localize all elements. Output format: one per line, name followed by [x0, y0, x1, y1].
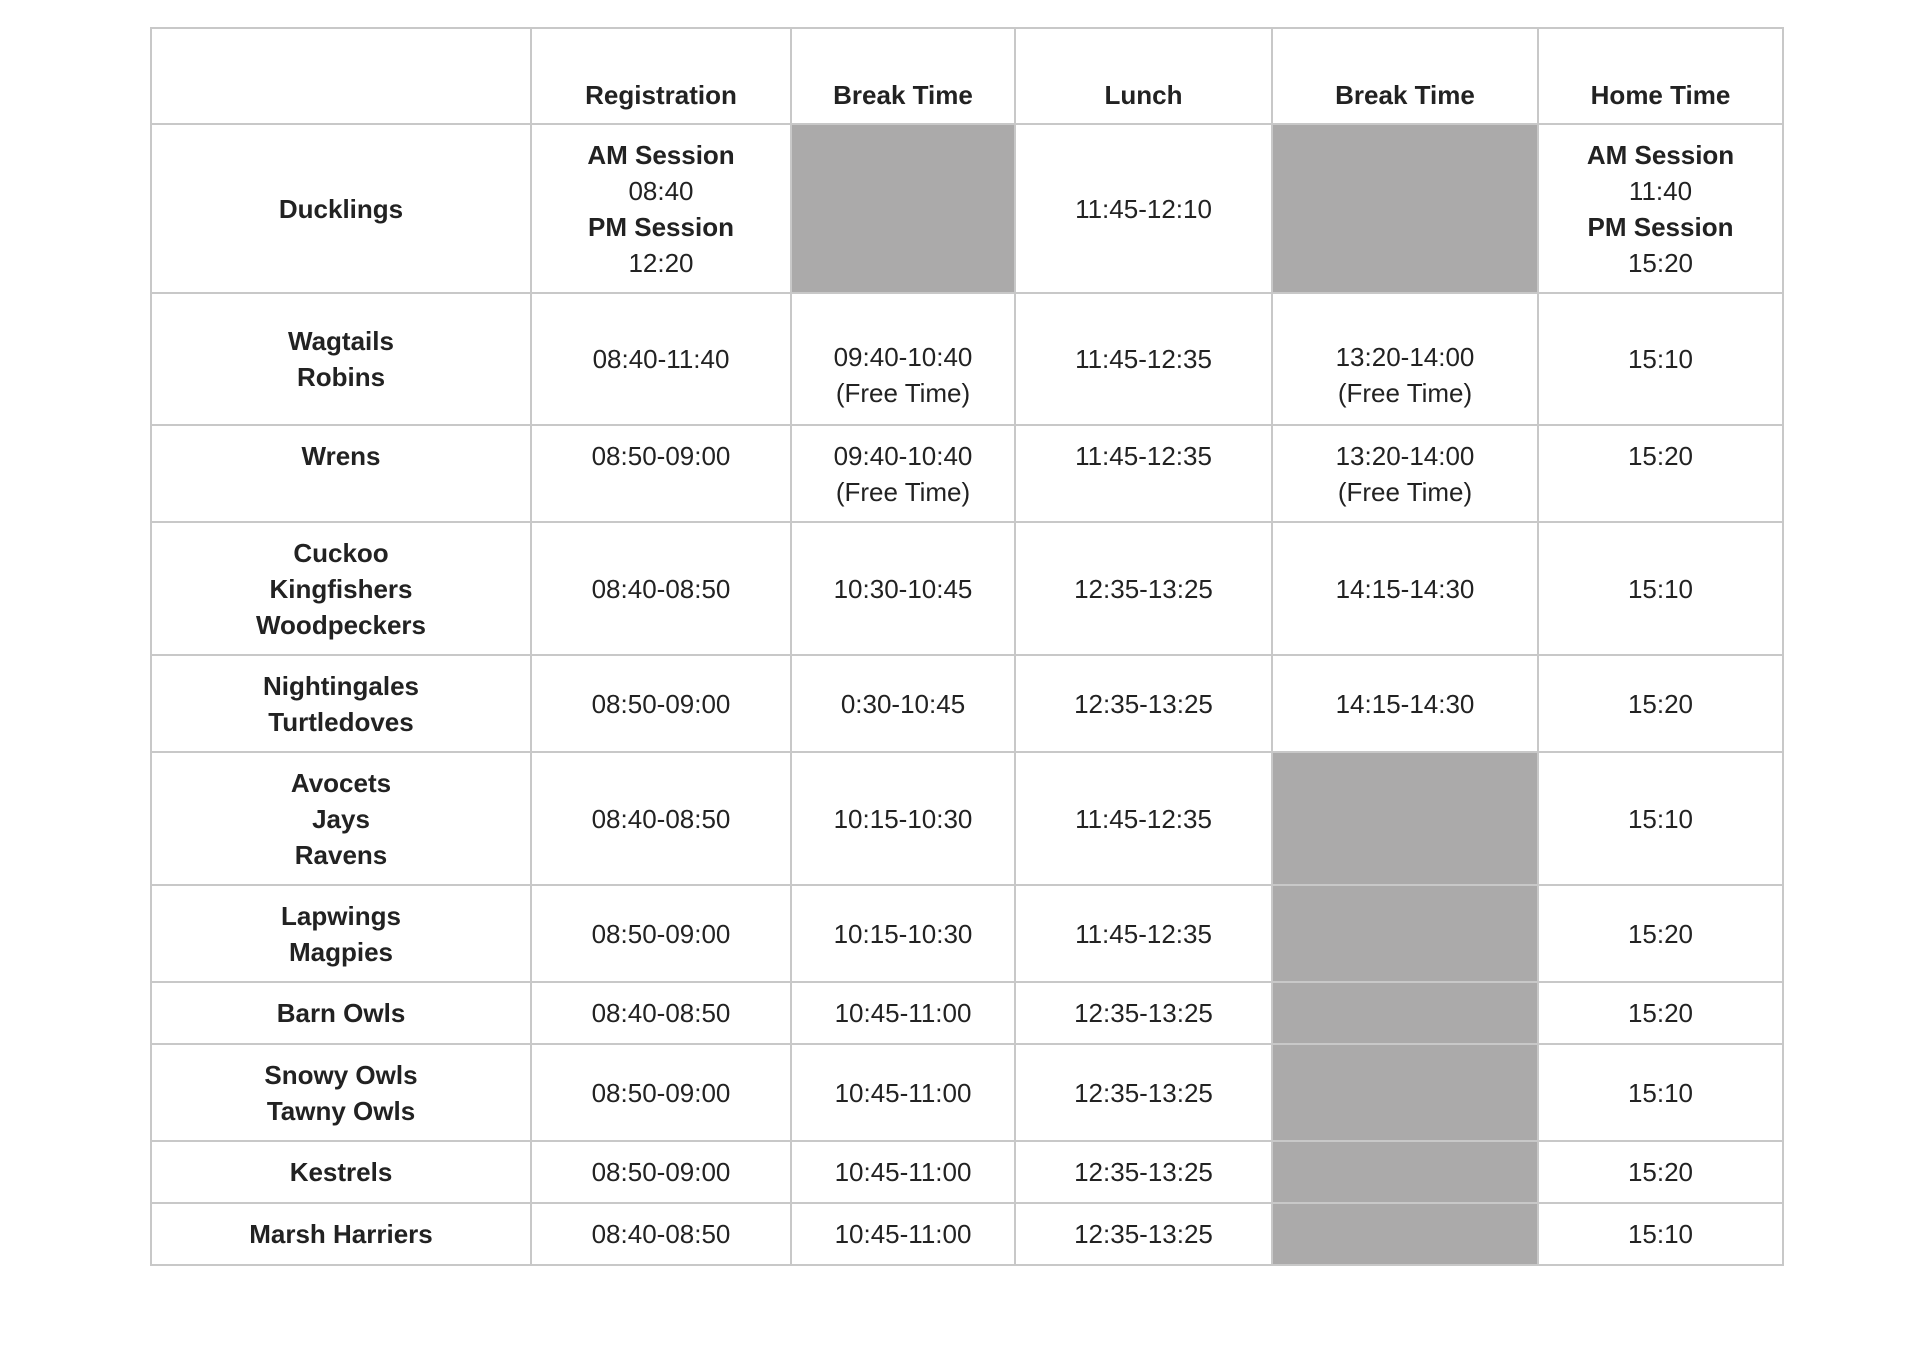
lunch-cell: 11:45-12:10	[1015, 124, 1272, 293]
lunch-cell: 12:35-13:25	[1015, 655, 1272, 752]
registration-cell: 08:40-08:50	[531, 752, 791, 885]
lunch-cell: 11:45-12:35	[1015, 293, 1272, 425]
break-time-value: 09:40-10:40	[833, 441, 973, 471]
table-row	[151, 982, 1783, 1044]
group-name: Snowy Owls	[264, 1059, 418, 1090]
break-time-1-cell	[791, 522, 1015, 655]
table-row	[151, 1141, 1783, 1203]
lunch-cell: 12:35-13:25	[1015, 1141, 1272, 1203]
home-time-cell: 15:20	[1538, 425, 1783, 522]
group-name: Robins	[296, 362, 386, 392]
break-time-2-cell	[1272, 293, 1538, 425]
break-time-1-cell	[791, 982, 1015, 1044]
break-time-value: 10:45-11:00	[834, 1219, 972, 1249]
registration-cell: 08:40-08:50	[531, 522, 791, 655]
group-cell	[151, 293, 531, 425]
group-name: Tawny Owls	[266, 1095, 416, 1126]
home-time-cell: 15:20	[1538, 982, 1783, 1044]
header-row	[151, 28, 1783, 124]
home-time-cell: 15:20	[1538, 885, 1783, 982]
home-time-cell	[1538, 124, 1783, 293]
break-time-2-cell	[1272, 425, 1538, 522]
group-name: Wrens	[301, 441, 381, 471]
group-name: Cuckoo	[293, 537, 389, 568]
break-time-2-cell-empty	[1272, 124, 1538, 293]
table-row	[151, 752, 1783, 885]
break-time-2-cell-empty	[1272, 982, 1538, 1044]
group-cell	[151, 425, 531, 522]
break-time-1-cell	[791, 1203, 1015, 1265]
group-name: Jays	[312, 803, 370, 834]
break-time-2-cell-empty	[1272, 752, 1538, 885]
header-group	[151, 28, 531, 124]
lunch-cell: 11:45-12:35	[1015, 425, 1272, 522]
registration-cell: 08:50-09:00	[531, 1044, 791, 1141]
group-cell	[151, 522, 531, 655]
registration-cell: 08:40-11:40	[531, 293, 791, 425]
break-time-2-cell-empty	[1272, 885, 1538, 982]
table-row	[151, 425, 1783, 522]
am-session-time: 11:40	[1628, 175, 1693, 206]
break-time-value: 14:15-14:30	[1335, 688, 1475, 719]
lunch-cell: 12:35-13:25	[1015, 522, 1272, 655]
break-time-value: 10:15-10:30	[833, 803, 973, 834]
table-row	[151, 655, 1783, 752]
break-time-1-cell	[791, 655, 1015, 752]
table-row	[151, 1203, 1783, 1265]
break-time-2-cell	[1272, 655, 1538, 752]
break-time-2-cell	[1272, 522, 1538, 655]
header-registration: Registration	[531, 28, 791, 124]
pm-session-label: PM Session	[588, 211, 734, 242]
break-time-2-cell-empty	[1272, 1203, 1538, 1265]
group-name: Barn Owls	[276, 998, 406, 1028]
lunch-cell: 11:45-12:35	[1015, 752, 1272, 885]
registration-cell: 08:50-09:00	[531, 1141, 791, 1203]
table-row	[151, 1044, 1783, 1141]
break-time-value: 0:30-10:45	[840, 688, 966, 719]
break-time-1-cell	[791, 425, 1015, 522]
break-time-1-cell	[791, 752, 1015, 885]
group-name: Turtledoves	[268, 706, 414, 737]
home-time-cell: 15:10	[1538, 522, 1783, 655]
lunch-cell: 12:35-13:25	[1015, 1044, 1272, 1141]
timetable	[150, 27, 1784, 1266]
group-name: Avocets	[290, 767, 392, 798]
group-name: Marsh Harriers	[249, 1219, 433, 1249]
group-name: Ravens	[294, 839, 388, 870]
break-time-2-cell-empty	[1272, 1044, 1538, 1141]
am-session-label: AM Session	[587, 139, 735, 170]
group-cell: Ducklings	[151, 124, 531, 293]
break-time-1-cell	[791, 1044, 1015, 1141]
pm-session-time: 12:20	[628, 247, 694, 278]
header-break-time-1: Break Time	[791, 28, 1015, 124]
free-time-note: (Free Time)	[835, 378, 971, 408]
break-time-value: 09:40-10:40	[833, 342, 973, 372]
break-time-value: 10:30-10:45	[833, 573, 973, 604]
break-time-value: 13:20-14:00	[1335, 342, 1475, 372]
break-time-value: 10:45-11:00	[834, 998, 972, 1028]
table-row	[151, 293, 1783, 425]
group-cell	[151, 982, 531, 1044]
header-break-time-2: Break Time	[1272, 28, 1538, 124]
group-name: Kingfishers	[269, 573, 413, 604]
home-time-cell: 15:20	[1538, 655, 1783, 752]
header-home-time: Home Time	[1538, 28, 1783, 124]
header-lunch: Lunch	[1015, 28, 1272, 124]
break-time-value: 14:15-14:30	[1335, 573, 1475, 604]
break-time-1-cell	[791, 293, 1015, 425]
group-cell	[151, 1203, 531, 1265]
break-time-value: 10:45-11:00	[834, 1157, 972, 1187]
group-name: Nightingales	[262, 670, 419, 701]
group-cell	[151, 885, 531, 982]
table-row	[151, 885, 1783, 982]
group-cell	[151, 752, 531, 885]
lunch-cell: 12:35-13:25	[1015, 982, 1272, 1044]
break-time-value: 13:20-14:00	[1335, 441, 1475, 471]
free-time-note: (Free Time)	[835, 477, 971, 507]
break-time-1-cell-empty	[791, 124, 1015, 293]
pm-session-time: 15:20	[1627, 247, 1694, 278]
registration-cell: 08:50-09:00	[531, 885, 791, 982]
home-time-cell: 15:10	[1538, 293, 1783, 425]
table-row	[151, 124, 1783, 293]
registration-cell: 08:40-08:50	[531, 982, 791, 1044]
group-cell	[151, 1044, 531, 1141]
registration-cell: 08:50-09:00	[531, 655, 791, 752]
home-time-cell: 15:10	[1538, 1044, 1783, 1141]
registration-cell: 08:40-08:50	[531, 1203, 791, 1265]
home-time-cell: 15:20	[1538, 1141, 1783, 1203]
break-time-1-cell	[791, 885, 1015, 982]
am-session-time: 08:40	[628, 175, 694, 206]
group-name: Kestrels	[289, 1157, 393, 1187]
home-time-cell: 15:10	[1538, 1203, 1783, 1265]
home-time-cell: 15:10	[1538, 752, 1783, 885]
group-cell	[151, 1141, 531, 1203]
lunch-cell: 12:35-13:25	[1015, 1203, 1272, 1265]
pm-session-label: PM Session	[1587, 211, 1734, 242]
registration-cell: 08:50-09:00	[531, 425, 791, 522]
group-name: Magpies	[288, 936, 394, 967]
am-session-label: AM Session	[1586, 139, 1735, 170]
break-time-2-cell-empty	[1272, 1141, 1538, 1203]
table-row	[151, 522, 1783, 655]
registration-cell	[531, 124, 791, 293]
lunch-cell: 11:45-12:35	[1015, 885, 1272, 982]
free-time-note: (Free Time)	[1337, 477, 1473, 507]
break-time-value: 10:15-10:30	[833, 918, 973, 949]
group-name: Lapwings	[281, 900, 401, 931]
free-time-note: (Free Time)	[1337, 378, 1473, 408]
group-cell	[151, 655, 531, 752]
break-time-1-cell	[791, 1141, 1015, 1203]
group-name: Woodpeckers	[255, 609, 426, 640]
group-name: Wagtails	[288, 326, 394, 356]
break-time-value: 10:45-11:00	[834, 1077, 972, 1108]
